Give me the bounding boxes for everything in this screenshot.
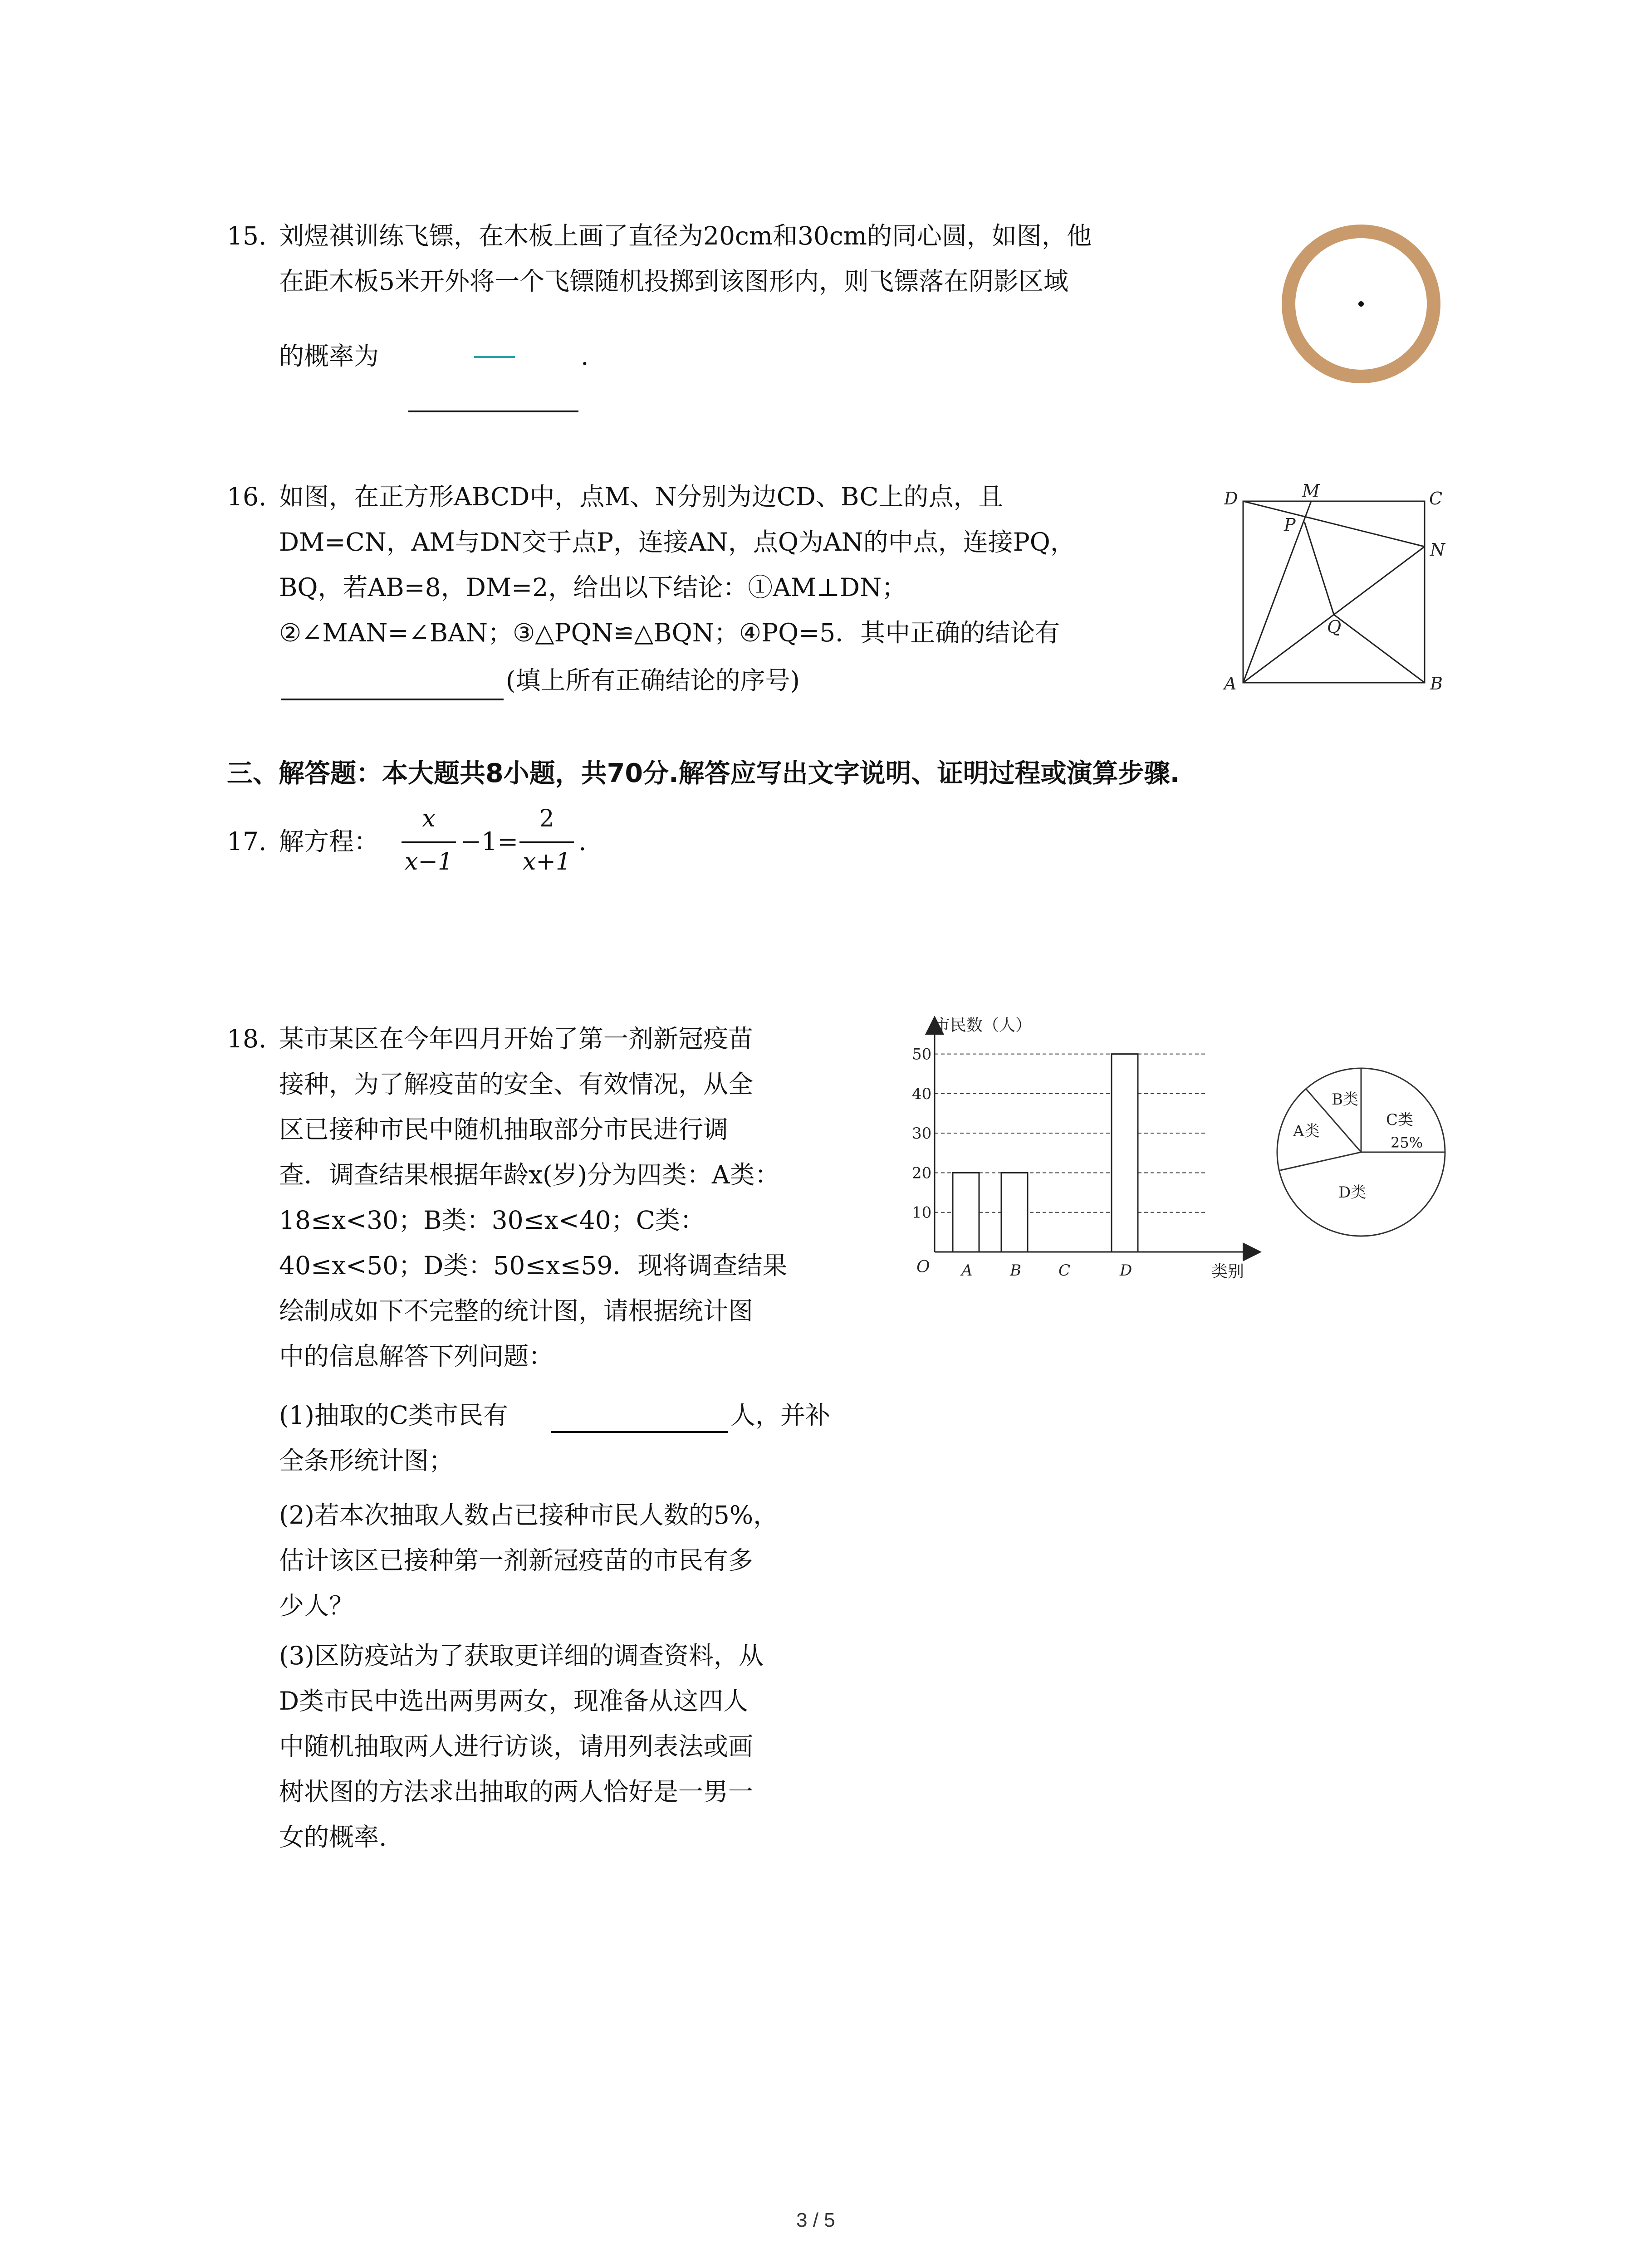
label-Q: Q [1327, 617, 1342, 637]
x-tick-label-A: A [961, 1261, 973, 1280]
q16-line-3: BQ，若AB=8，DM=2，给出以下结论：①AM⊥DN； [279, 573, 907, 602]
q17-suffix: . [578, 827, 587, 856]
q16-line-1: 如图，在正方形ABCD中，点M、N分别为边CD、BC上的点，且 [279, 482, 1004, 511]
bar-D [1112, 1054, 1138, 1252]
x-axis-label: 类别 [1211, 1262, 1244, 1281]
q15-answer-mark [474, 356, 515, 358]
q18-line-6: 40≤x<50；D类：50≤x≤59．现将调查结果 [279, 1251, 788, 1280]
q15-answer-blank[interactable] [408, 411, 578, 412]
q18-line-1: 某市某区在今年四月开始了第一剂新冠疫苗 [279, 1024, 754, 1053]
q17-number: 17. [227, 827, 267, 856]
q17-frac2-num: 2 [539, 805, 554, 832]
q15-period: . [581, 342, 589, 371]
q17-frac1-den: x−1 [405, 848, 453, 875]
q18-sub1-a: (1)抽取的C类市民有 [279, 1401, 508, 1430]
q15-figure-rings [1270, 213, 1452, 395]
label-D: D [1224, 489, 1238, 508]
q17-middle: −1= [460, 827, 519, 856]
q18-line-5: 18≤x<30；B类：30≤x<40；C类： [279, 1206, 705, 1235]
q18-sub2-line-1: (2)若本次抽取人数占已接种市民人数的5%， [279, 1501, 779, 1530]
q15-line-2: 在距木板5米开外将一个飞镖随机投掷到该图形内，则飞镖落在阴影区域 [279, 267, 1068, 296]
origin-label: O [916, 1258, 930, 1276]
q18-sub1-b: 人，并补 [730, 1401, 831, 1430]
q16-line-4: ②∠MAN=∠BAN；③△PQN≌△BQN；④PQ=5．其中正确的结论有 [279, 618, 1060, 647]
q16-answer-blank[interactable] [281, 699, 504, 700]
pie-label-d: D类 [1338, 1183, 1367, 1202]
label-A: A [1224, 674, 1237, 689]
q17-prefix: 解方程： [279, 827, 379, 856]
x-tick-label-B: B [1010, 1261, 1021, 1280]
pie-label-a: A类 [1293, 1122, 1320, 1140]
q18-bar-chart [894, 1012, 1270, 1293]
q16-number: 16. [227, 482, 267, 511]
q18-sub3-line-1: (3)区防疫站为了获取更详细的调查资料，从 [279, 1641, 764, 1670]
q17-frac2-bar [519, 841, 574, 843]
pie-label-b: B类 [1332, 1090, 1358, 1109]
q16-figure-square [1216, 476, 1470, 689]
label-N: N [1430, 540, 1445, 560]
q18-sub3-line-5: 女的概率. [279, 1823, 387, 1852]
q18-sub1-blank[interactable] [551, 1431, 728, 1433]
q18-sub1-c: 全条形统计图； [279, 1446, 454, 1475]
y-tick-label: 10 [912, 1203, 932, 1222]
q16-line-2: DM=CN，AM与DN交于点P，连接AN，点Q为AN的中点，连接PQ， [279, 528, 1075, 557]
q18-line-3: 区已接种市民中随机抽取部分市民进行调 [279, 1115, 729, 1144]
bar-A [953, 1173, 979, 1252]
label-M: M [1302, 481, 1320, 501]
pie-label-c-percent: 25% [1391, 1134, 1423, 1151]
label-C: C [1429, 489, 1443, 508]
y-tick-label: 50 [912, 1045, 932, 1064]
center-dot [1358, 301, 1364, 307]
label-P: P [1284, 515, 1296, 535]
q18-sub3-line-2: D类市民中选出两男两女，现准备从这四人 [279, 1686, 749, 1716]
q18-line-7: 绘制成如下不完整的统计图，请根据统计图 [279, 1296, 754, 1325]
x-tick-label-D: D [1120, 1261, 1132, 1280]
q17-frac1-num: x [422, 805, 436, 832]
bar-B [1001, 1173, 1028, 1252]
q17-frac2-den: x+1 [523, 848, 571, 875]
q18-sub3-line-4: 树状图的方法求出抽取的两人恰好是一男一 [279, 1777, 754, 1806]
q18-pie-chart [1266, 1057, 1456, 1247]
pie-label-c: C类 [1386, 1111, 1414, 1129]
y-tick-label: 40 [912, 1085, 932, 1103]
page-number: 3 / 5 [796, 2209, 835, 2231]
q18-line-2: 接种，为了解疫苗的安全、有效情况，从全 [279, 1070, 754, 1099]
label-B: B [1430, 674, 1443, 689]
q15-number: 15. [227, 221, 267, 250]
q18-sub2-line-3: 少人？ [279, 1591, 354, 1620]
q15-line-3: 的概率为 [279, 342, 379, 371]
q17-frac1-bar [402, 841, 456, 843]
y-axis-label: 市民数（人） [934, 1016, 1032, 1035]
y-tick-label: 20 [912, 1164, 932, 1183]
section-3-title: 三、解答题：本大题共8小题，共70分.解答应写出文字说明、证明过程或演算步骤. [227, 758, 1180, 788]
x-tick-label-C: C [1058, 1261, 1071, 1280]
q16-line-5: (填上所有正确结论的序号) [506, 666, 800, 695]
q18-number: 18. [227, 1024, 267, 1053]
q18-sub3-line-3: 中随机抽取两人进行访谈，请用列表法或画 [279, 1732, 754, 1761]
q15-line-1: 刘煜祺训练飞镖，在木板上画了直径为20cm和30cm的同心圆，如图，他 [279, 221, 1092, 250]
q18-line-4: 查．调查结果根据年龄x(岁)分为四类：A类： [279, 1160, 780, 1189]
q18-sub2-line-2: 估计该区已接种第一剂新冠疫苗的市民有多 [279, 1546, 754, 1575]
y-tick-label: 30 [912, 1124, 932, 1143]
q18-line-8: 中的信息解答下列问题： [279, 1342, 554, 1371]
